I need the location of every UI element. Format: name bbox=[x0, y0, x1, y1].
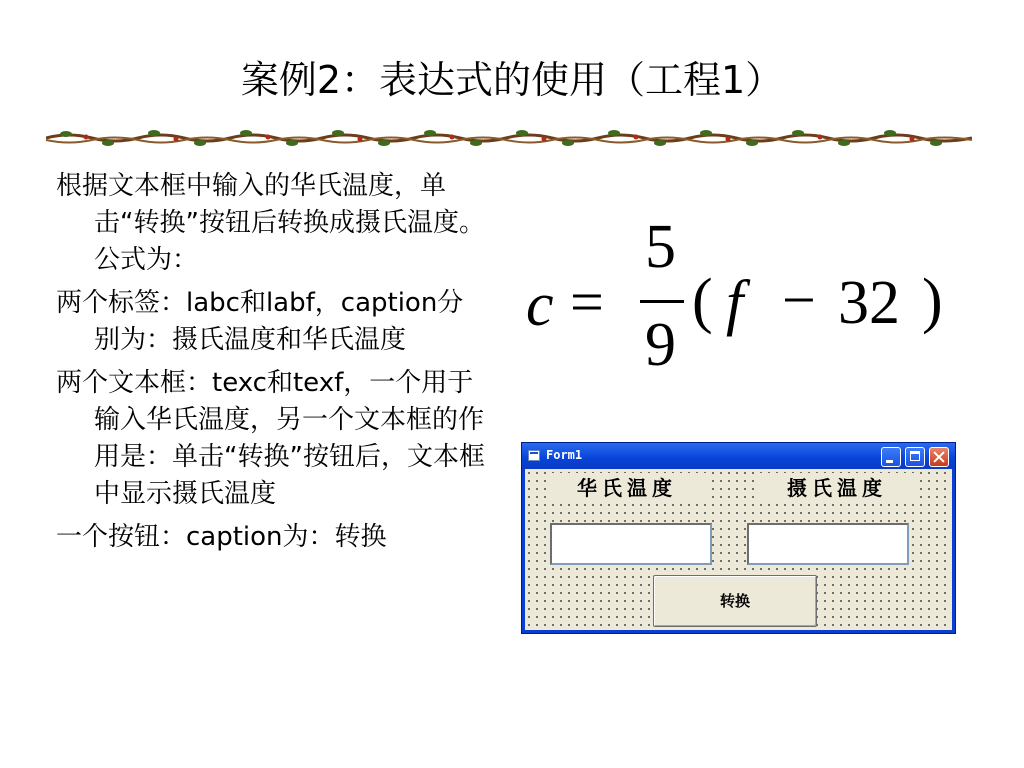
maximize-button[interactable] bbox=[905, 447, 925, 467]
label-fahrenheit: 华氏温度 bbox=[547, 473, 707, 503]
convert-button[interactable]: 转换 bbox=[653, 575, 817, 627]
fahrenheit-textbox[interactable] bbox=[550, 523, 712, 565]
conversion-formula bbox=[520, 212, 960, 392]
vb-form-title: Form1 bbox=[546, 448, 583, 462]
formula-constant: 32 bbox=[838, 269, 900, 337]
bullet-item: 两个文本框：texc和texf，一个用于输入华氏温度，另一个文本框的作用是：单击“转换”按钮后，文本框中显示摄氏温度 bbox=[56, 368, 485, 509]
formula-variable: f bbox=[726, 269, 744, 337]
vb-form-window bbox=[521, 442, 956, 634]
formula-minus: − bbox=[782, 267, 816, 333]
minimize-button[interactable] bbox=[881, 447, 901, 467]
bullet-item: 根据文本框中输入的华氏温度，单击“转换”按钮后转换成摄氏温度。公式为： bbox=[56, 171, 485, 275]
formula-equals: = bbox=[570, 269, 604, 335]
form-icon bbox=[528, 450, 540, 461]
vb-form-client-area bbox=[525, 469, 952, 630]
formula-close-paren: ) bbox=[922, 267, 943, 335]
bullet-item: 一个按钮：caption为：转换 bbox=[56, 522, 387, 552]
slide-title: 案例2：表达式的使用（工程1） bbox=[240, 58, 784, 102]
decorative-vine-divider bbox=[46, 126, 972, 148]
formula-numerator: 5 bbox=[645, 213, 676, 281]
vb-form-titlebar[interactable] bbox=[522, 443, 955, 469]
formula-denominator: 9 bbox=[645, 311, 676, 379]
bullet-list bbox=[56, 168, 486, 562]
formula-open-paren: ( bbox=[692, 267, 713, 335]
formula-lhs: c bbox=[526, 271, 554, 339]
label-celsius: 摄氏温度 bbox=[757, 473, 917, 503]
close-button[interactable] bbox=[929, 447, 949, 467]
celsius-textbox[interactable] bbox=[747, 523, 909, 565]
fraction-bar bbox=[640, 300, 684, 303]
bullet-item: 两个标签：labc和labf，caption分别为：摄氏温度和华氏温度 bbox=[56, 288, 464, 355]
